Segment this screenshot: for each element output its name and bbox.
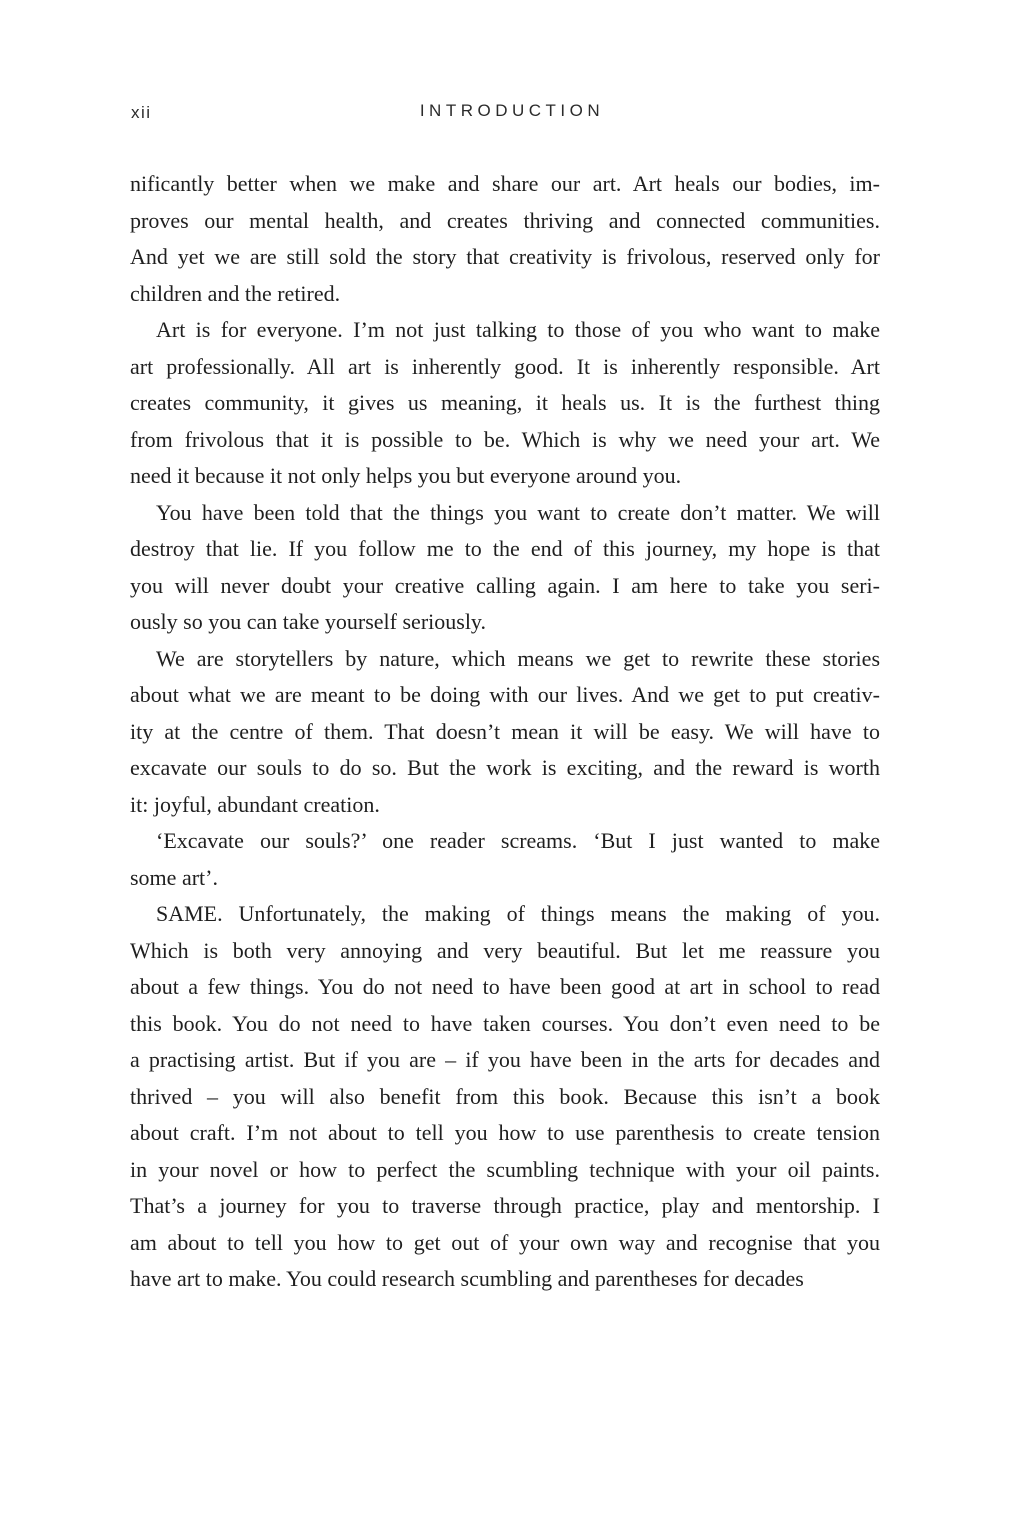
- paragraph: [130, 166, 880, 312]
- page-number: xii: [131, 103, 152, 122]
- text-line: have art to make. You could research scumbling and parentheses for decades: [130, 1266, 804, 1291]
- text-line: about what we are meant to be doing with our lives. And we get to put creativ-: [130, 682, 880, 707]
- text-line: some art’.: [130, 864, 218, 890]
- running-header: [0, 101, 1024, 125]
- text-line: You have been told that the things you want to create don’t matter. We will: [156, 499, 880, 525]
- paragraph: [130, 823, 880, 896]
- chapter-title: INTRODUCTION: [419, 101, 605, 120]
- text-line: a practising artist. But if you are – if you have been in the arts for decades and: [130, 1047, 880, 1072]
- text-line: from frivolous that it is possible to be. Which is why we need your art. We: [130, 426, 880, 452]
- text-line: nificantly better when we make and share our art. Art heals our bodies, im-: [130, 171, 880, 196]
- text-line: Art is for everyone. I’m not just talking to those of you who want to make: [156, 317, 880, 342]
- text-line: ity at the centre of them. That doesn’t mean it will be easy. We will have to: [130, 718, 880, 744]
- text-line: ously so you can take yourself seriously.: [130, 609, 487, 634]
- text-line: excavate our souls to do so. But the work is exciting, and the reward is worth: [130, 755, 880, 780]
- text-line: We are storytellers by nature, which means we get to rewrite these stories: [156, 645, 880, 671]
- text-line: in your novel or how to perfect the scumbling technique with your oil paints.: [130, 1156, 880, 1182]
- text-line: am about to tell you how to get out of your own way and recognise that you: [130, 1229, 880, 1255]
- text-line: thrived – you will also benefit from this book. Because this isn’t a book: [130, 1083, 880, 1109]
- text-line: children and the retired.: [130, 280, 341, 306]
- text-line: it: joyful, abundant creation.: [130, 791, 380, 817]
- text-line: about a few things. You do not need to have been good at art in school to read: [130, 974, 880, 999]
- text-line: you will never doubt your creative calling again. I am here to take you seri-: [130, 572, 880, 598]
- paragraph: [130, 641, 880, 824]
- text-line: creates community, it gives us meaning, it heals us. It is the furthest thing: [130, 390, 880, 415]
- text-line: art professionally. All art is inherently good. It is inherently responsible. Art: [130, 353, 880, 379]
- text-line: And yet we are still sold the story that creativity is frivolous, reserved only for: [130, 244, 880, 269]
- text-line: destroy that lie. If you follow me to the end of this journey, my hope is that: [130, 536, 880, 561]
- text-line: SAME. Unfortunately, the making of things means the making of you.: [156, 901, 880, 926]
- paragraph: [130, 312, 880, 495]
- text-line: Which is both very annoying and very beautiful. But let me reassure you: [130, 937, 880, 963]
- text-line: about craft. I’m not about to tell you how to use parenthesis to create tension: [130, 1120, 880, 1145]
- paragraph: [130, 495, 880, 641]
- text-line: That’s a journey for you to traverse through practice, play and mentorship. I: [130, 1193, 880, 1218]
- text-line: proves our mental health, and creates thriving and connected communities.: [130, 207, 880, 233]
- paragraph: [130, 896, 880, 1298]
- text-line: ‘Excavate our souls?’ one reader screams. ‘But I just wanted to make: [156, 828, 880, 853]
- body-text: [130, 166, 880, 1298]
- text-line: need it because it not only helps you but everyone around you.: [130, 463, 682, 488]
- text-line: this book. You do not need to have taken courses. You don’t even need to be: [130, 1010, 880, 1036]
